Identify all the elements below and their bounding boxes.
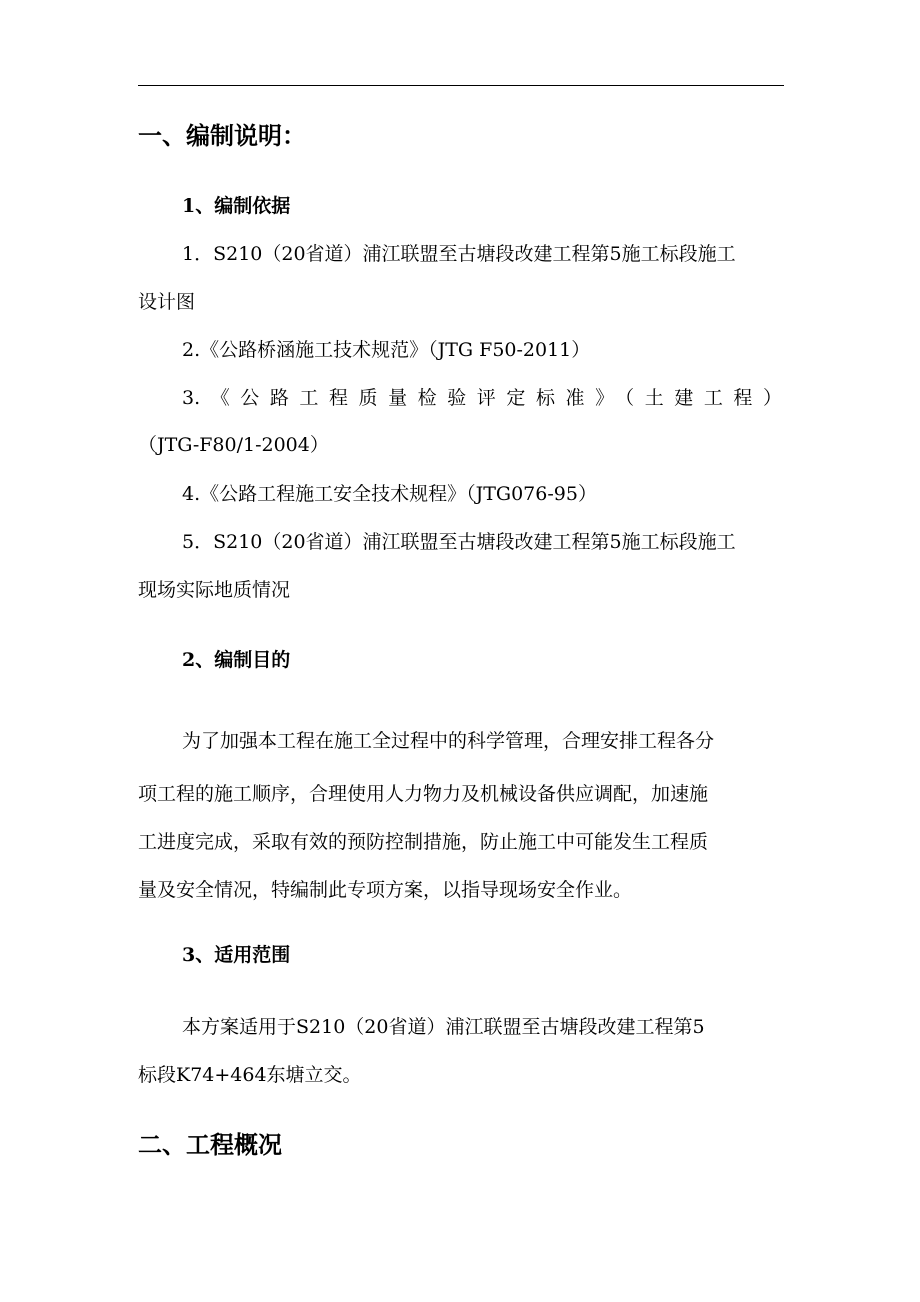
subsection-title-basis: 1、编制依据 — [182, 195, 291, 217]
basis-item-5: 5．S210（20省道）浦江联盟至古塘段改建工程第5施工标段施工 — [182, 531, 736, 553]
scope-line-1: 本方案适用于S210（20省道）浦江联盟至古塘段改建工程第5 — [182, 1016, 705, 1038]
purpose-line-2: 项工程的施工顺序，合理使用人力物力及机械设备供应调配，加速施 — [138, 783, 709, 805]
basis-item-3: 3.《公路工程质量检验评定标准》（土建工程） — [182, 387, 782, 409]
basis-item-3-cont: （JTG-F80/1-2004） — [138, 434, 329, 456]
purpose-line-1: 为了加强本工程在施工全过程中的科学管理，合理安排工程各分 — [182, 730, 715, 752]
purpose-line-4: 量及安全情况，特编制此专项方案，以指导现场安全作业。 — [138, 879, 633, 901]
section-title-1: 一、编制说明： — [138, 121, 306, 150]
header-rule — [138, 85, 784, 86]
purpose-line-3: 工进度完成，采取有效的预防控制措施，防止施工中可能发生工程质 — [138, 831, 709, 853]
subsection-title-purpose: 2、编制目的 — [182, 649, 291, 671]
basis-item-5-cont: 现场实际地质情况 — [138, 579, 291, 601]
basis-item-4: 4.《公路工程施工安全技术规程》（JTG076-95） — [182, 483, 597, 505]
scope-line-2: 标段K74+464东塘立交。 — [138, 1064, 362, 1086]
section-title-2: 二、工程概况 — [138, 1130, 282, 1159]
subsection-title-scope: 3、适用范围 — [182, 944, 291, 966]
basis-item-2: 2.《公路桥涵施工技术规范》（JTG F50-2011） — [182, 339, 591, 361]
basis-item-1-cont: 设计图 — [138, 291, 196, 313]
basis-item-1: 1．S210（20省道）浦江联盟至古塘段改建工程第5施工标段施工 — [182, 243, 736, 265]
